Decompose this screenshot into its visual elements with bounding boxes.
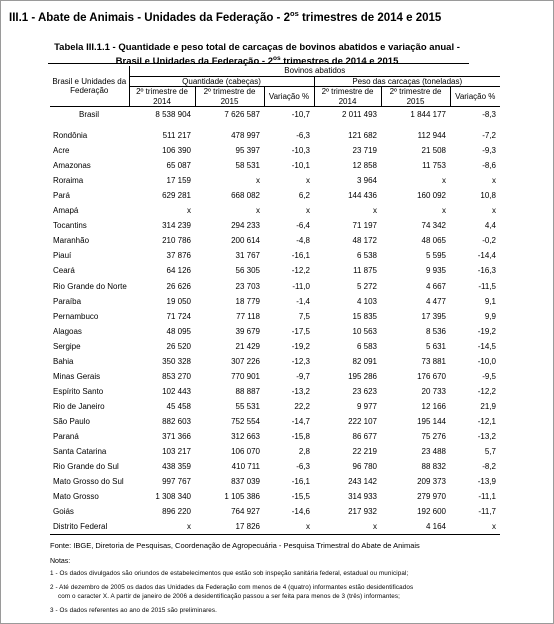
cell-q15: 307 226 [231,356,260,366]
uf-name: Maranhão [53,236,90,246]
cell-q15: 770 901 [231,371,260,381]
cell-q14: 629 281 [162,191,191,201]
cell-q15: 294 233 [231,221,260,231]
cell-q14: 45 458 [166,401,191,411]
cell-qv: -16,1 [291,251,310,261]
table-row [50,429,500,444]
cell-qv: 7,5 [298,311,310,321]
uf-name: Sergipe [53,341,81,351]
cell-pv: -8,2 [482,462,496,472]
cell-q14: 102 443 [162,386,191,396]
cell-qv: -15,5 [291,492,310,502]
cell-q15: 39 679 [235,326,260,336]
p-variacao-header: Variação % [450,87,500,107]
cell-p15: 74 342 [421,221,446,231]
cell-qv: -10,3 [291,146,310,156]
cell-q15: 837 039 [231,477,260,487]
cell-p14: 11 875 [353,266,377,276]
cell-p14: 22 219 [352,447,377,457]
cell-p14: x [314,519,381,535]
cell-p14: 2 011 493 [342,110,377,120]
cell-q14: 103 217 [162,447,191,457]
table-row [50,384,500,399]
uf-name: Tocantins [53,221,87,231]
cell-qv: -10,7 [291,110,310,120]
source-note: Fonte: IBGE, Diretoria de Pesquisas, Coordenação de Agropecuária - Pesquisa Trimestral do Abate de Animais [50,541,420,550]
table-row [50,279,500,294]
cell-p15: x [442,206,446,216]
quantidade-header: Quantidade (cabeças) [129,76,314,87]
cell-qv: -14,6 [291,507,310,517]
table-row [50,444,500,459]
uf-name: Mato Grosso do Sul [53,477,124,487]
cell-p14: 3 964 [356,176,377,186]
notes-label: Notas: [50,557,71,565]
table-title-line1: Tabela III.1.1 - Quantidade e peso total de carcaças de bovinos abatidos e variação anual - [54,42,460,53]
cell-q14: 371 366 [162,432,191,441]
table-row [50,474,500,489]
cell-pv: -8,3 [482,110,496,120]
cell-p15: 11 753 [422,161,446,171]
cell-p15: 160 092 [417,191,446,201]
q-variacao-header: Variação % [264,87,314,107]
cell-q15: 88 887 [235,386,260,396]
cell-qv: -17,5 [291,326,310,336]
table-title-line2-after: trimestres de 2014 e 2015 [280,56,399,68]
cell-q15: 77 118 [236,311,260,321]
cell-q14: 65 087 [166,161,191,171]
note-2-line1: 2 - Até dezembro de 2005 os dados das Unidades da Federação com menos de 4 (quatro) informantes estão desidentificados [50,583,414,591]
cell-pv: x [492,176,496,186]
uf-name: Pará [53,191,70,201]
note-1: 1 - Os dados divulgados são oriundos de estabelecimentos que estão sob inspeção sanitária federal, estadual ou municipal; [50,570,409,577]
table-row [50,107,500,123]
cell-p14: 144 436 [348,191,377,201]
cell-q15: x [256,206,260,216]
table-row [50,324,500,339]
cell-qv: -4,8 [296,236,310,246]
cell-pv: -11,1 [478,492,496,502]
cell-p15: 209 373 [417,477,446,487]
cell-pv: 10,8 [480,191,496,201]
table-title-line2-text: Brasil e Unidades da Federação - 2 [115,56,273,68]
cell-p14: 15 835 [352,311,377,321]
abate-table [50,66,500,535]
cell-qv: x [264,519,314,535]
cell-pv: -13,9 [477,477,496,487]
table-row [50,263,500,278]
cell-p14: 243 142 [348,477,377,487]
cell-q15: 21 429 [235,341,260,351]
q-2015-header: 2º trimestre de 2015 [195,87,264,107]
uf-name: Alagoas [53,326,82,336]
cell-pv: 9,1 [484,296,496,306]
cell-qv: -16,1 [291,477,310,487]
cell-q14: 8 538 904 [155,110,191,120]
cell-q14: 26 626 [166,281,191,291]
cell-pv: -0,2 [482,236,496,246]
table-row [50,399,500,414]
table-row [50,218,500,233]
cell-p15: 21 508 [421,146,446,156]
cell-qv: -10,1 [291,161,310,171]
cell-q14: 19 050 [166,296,191,306]
uf-name: Goiás [53,507,74,517]
cell-q15: 752 554 [231,416,260,426]
note-2-line2: com o caracter X. A partir de janeiro de 2006 a desidentificação passou a ser feita para menos de 3 (três) informantes; [58,593,400,600]
title-rule [48,63,469,64]
cell-q14: 882 603 [162,416,191,426]
cell-q15: 58 531 [235,161,260,171]
uf-name: Roraima [53,176,84,186]
cell-p15: 4 667 [425,281,446,291]
cell-qv: 22,2 [294,401,310,411]
note-3: 3 - Os dados referentes ao ano de 2015 são preliminares. [50,606,217,614]
table-row [50,248,500,263]
cell-q14: 438 359 [162,462,191,472]
cell-q15: 55 531 [235,401,260,411]
cell-qv: 2,8 [298,447,310,457]
cell-q15: 31 767 [235,251,260,261]
uf-name: Minas Gerais [53,371,101,381]
cell-q14: 37 876 [166,251,191,261]
cell-p15: 192 600 [417,507,446,517]
cell-q14: 896 220 [162,507,191,517]
cell-q14: 210 786 [162,236,191,246]
cell-p15: 176 670 [417,371,446,381]
cell-p14: 6 583 [356,341,377,351]
table-row [50,339,500,354]
table-row [50,504,500,519]
cell-q14: 17 159 [166,176,191,186]
cell-p15: 75 276 [421,432,446,441]
uf-name: Paraná [53,432,79,441]
cell-p15: 12 166 [421,401,446,411]
group-header: Bovinos abatidos [129,66,500,76]
cell-q15: x [256,176,260,186]
cell-pv: 21,9 [480,401,496,411]
cell-pv: 4,4 [484,221,496,231]
cell-qv: -12,2 [291,266,310,276]
cell-pv: -7,2 [482,131,496,141]
cell-p15: 112 944 [417,131,446,141]
cell-qv: 6,2 [298,191,310,201]
cell-pv: 9,9 [484,311,496,321]
cell-qv: -6,3 [296,131,310,141]
cell-pv: -10,0 [477,356,496,366]
uf-name: São Paulo [53,416,90,426]
cell-p14: 121 682 [348,131,377,141]
uf-name: Espírito Santo [53,386,104,396]
q-2014-header: 2º trimestre de 2014 [129,87,195,107]
table-row [50,233,500,248]
footnotes [50,541,520,619]
uf-name: Amazonas [53,161,91,171]
cell-pv: -9,5 [482,371,496,381]
cell-p15: 9 935 [425,266,446,276]
cell-q14: 314 239 [162,221,191,231]
page-heading [9,9,441,24]
cell-p14: 12 858 [352,161,377,171]
cell-pv: -13,2 [477,432,496,441]
cell-pv: x [450,519,500,535]
cell-q15: 200 614 [231,236,260,246]
cell-qv: -9,7 [296,371,310,381]
cell-q14: 64 126 [166,266,191,276]
cell-q14: x [129,519,195,535]
cell-pv: -16,3 [477,266,496,276]
cell-q14: 511 217 [162,131,191,141]
cell-p14: 96 780 [352,462,377,472]
cell-qv: -6,4 [296,221,310,231]
cell-q15: 17 826 [195,519,264,535]
cell-p15: 73 881 [421,356,446,366]
cell-q15: 95 397 [235,146,260,156]
cell-qv: -6,3 [296,462,310,472]
cell-q15: 312 663 [231,432,260,441]
cell-p15: 48 065 [421,236,446,246]
cell-q15: 23 703 [235,281,260,291]
table-row [50,294,500,309]
cell-q15: 1 105 386 [224,492,260,502]
cell-q15: 18 779 [235,296,260,306]
table-body [50,107,500,535]
uf-name: Rio Grande do Sul [53,462,119,472]
cell-p15: 4 164 [381,519,450,535]
p-2014-header: 2º trimestre de 2014 [314,87,381,107]
cell-pv: -14,4 [477,251,496,261]
cell-p15: 88 832 [421,462,446,472]
uf-name: Mato Grosso [53,492,99,502]
cell-qv: -1,4 [296,296,310,306]
cell-q15: 668 082 [231,191,260,201]
uf-name: Piauí [53,251,72,261]
cell-q14: 853 270 [162,371,191,381]
cell-p14: 314 933 [348,492,377,502]
cell-p15: 4 477 [425,296,446,306]
cell-qv: x [306,176,310,186]
cell-q15: 106 070 [231,447,260,457]
uf-name: Rondônia [53,131,88,141]
cell-q14: 48 095 [166,326,191,336]
cell-q14: 1 308 340 [155,492,191,502]
uf-name: Santa Catarina [53,447,107,457]
cell-p14: 86 677 [352,432,377,441]
cell-pv: -11,5 [478,281,496,291]
uf-name: Rio de Janeiro [53,401,105,411]
cell-q15: 764 927 [231,507,260,517]
table-row [50,309,500,324]
cell-p15: 5 631 [425,341,446,351]
cell-qv: -12,3 [291,356,310,366]
cell-p15: 23 488 [421,447,446,457]
peso-header: Peso das carcaças (toneladas) [314,76,500,87]
cell-p14: 222 107 [348,416,377,426]
cell-pv: -9,3 [482,146,496,156]
cell-p14: x [373,206,377,216]
cell-qv: x [306,206,310,216]
cell-qv: -14,7 [291,416,310,426]
cell-q14: 350 328 [162,356,191,366]
cell-p15: 5 595 [425,251,446,261]
cell-p14: 48 172 [352,236,377,246]
p-2015-header: 2º trimestre de 2015 [381,87,450,107]
uf-name: Amapá [53,206,79,216]
cell-pv: x [492,206,496,216]
heading-sup: os [289,9,299,18]
table-row [50,203,500,218]
uf-name: Brasil [78,110,99,120]
cell-p15: 20 733 [421,386,446,396]
heading-text-after: trimestres de 2014 e 2015 [298,11,442,24]
region-header: Brasil e Unidades da Federação [50,66,129,107]
table-title-line2-sup: os [272,55,281,62]
cell-q14: x [187,206,191,216]
heading-text: III.1 - Abate de Animais - Unidades da Federação - 2 [9,11,290,24]
cell-p14: 82 091 [352,356,377,366]
cell-pv: -12,1 [477,416,496,426]
cell-qv: -11,0 [292,281,310,291]
uf-name: Pernambuco [53,311,99,321]
cell-p14: 4 103 [356,296,377,306]
cell-p14: 195 286 [348,371,377,381]
table-row [50,188,500,203]
cell-p15: x [442,176,446,186]
cell-q15: 410 711 [231,462,260,472]
cell-qv: -15,8 [291,432,310,441]
table-row [50,369,500,384]
table-row [50,173,500,188]
table-row [50,414,500,429]
cell-pv: -8,6 [482,161,496,171]
cell-p14: 10 563 [352,326,377,336]
uf-name: Acre [53,146,70,156]
cell-q14: 71 724 [166,311,191,321]
cell-p14: 23 623 [352,386,377,396]
cell-p15: 1 844 177 [410,110,446,120]
cell-pv: -12,2 [477,386,496,396]
note-2 [50,583,520,602]
cell-q14: 106 390 [162,146,191,156]
uf-name: Rio Grande do Norte [53,281,127,291]
table-row [50,459,500,474]
cell-p14: 9 977 [356,401,377,411]
table-row [50,519,500,535]
table-row [50,143,500,158]
cell-p15: 195 144 [417,416,446,426]
cell-p14: 23 719 [352,146,377,156]
table-row [50,122,500,143]
cell-q14: 26 520 [166,341,191,351]
cell-q15: 56 305 [235,266,260,276]
cell-pv: -11,7 [478,507,496,517]
uf-name: Ceará [53,266,75,276]
uf-name: Distrito Federal [50,519,129,535]
cell-p14: 71 197 [352,221,377,231]
uf-name: Paraíba [53,296,82,306]
table-row [50,489,500,504]
cell-pv: 5,7 [484,447,496,457]
uf-name: Bahia [53,356,74,366]
cell-qv: -19,2 [291,341,310,351]
cell-p15: 279 970 [417,492,446,502]
cell-pv: -14,5 [477,341,496,351]
cell-p15: 8 536 [425,326,446,336]
cell-p15: 17 395 [421,311,446,321]
cell-p14: 5 272 [356,281,377,291]
table-row [50,354,500,369]
cell-p14: 6 538 [356,251,377,261]
cell-qv: -13,2 [291,386,310,396]
cell-q14: 997 767 [162,477,191,487]
cell-q15: 478 997 [231,131,260,141]
cell-q15: 7 626 587 [224,110,260,120]
table-row [50,158,500,173]
cell-pv: -19,2 [477,326,496,336]
cell-p14: 217 932 [348,507,377,517]
